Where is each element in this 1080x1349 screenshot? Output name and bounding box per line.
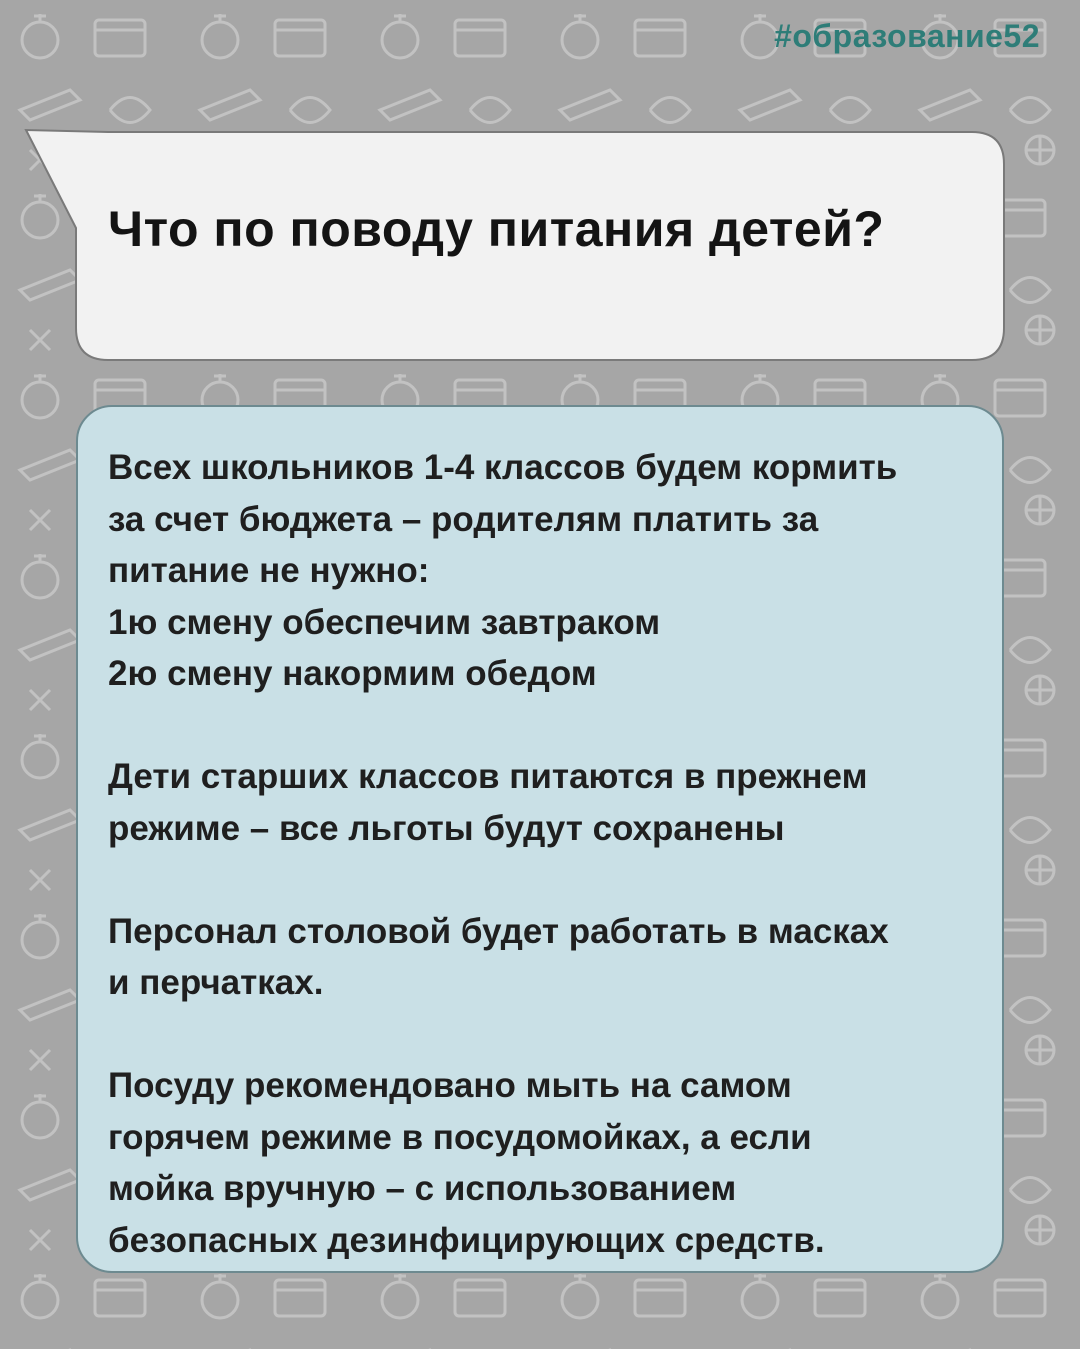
answer-line: горячем режиме в посудомойках, а если (108, 1117, 812, 1157)
answer-text (108, 442, 988, 1266)
answer-line: 2ю смену накормим обедом (108, 654, 597, 693)
hashtag-label: #образование52 (774, 18, 1040, 54)
answer-line: за счет бюджета – родителям платить за (108, 499, 819, 539)
answer-line: и перчатках. (108, 963, 324, 1002)
answer-line: Персонал столовой будет работать в масках (108, 911, 889, 951)
answer-line: мойка вручную – с использованием (108, 1169, 737, 1208)
answer-line: 1ю смену обеспечим завтраком (108, 602, 661, 642)
answer-line: Всех школьников 1-4 классов будем кормить (108, 448, 898, 487)
answer-line: режиме – все льготы будут сохранены (108, 808, 785, 848)
answer-paragraph-2 (108, 751, 988, 854)
answer-paragraph-4 (108, 1060, 988, 1266)
answer-paragraph-3 (108, 906, 988, 1009)
answer-paragraph-1 (108, 442, 988, 700)
answer-line: Посуду рекомендовано мыть на самом (108, 1066, 792, 1105)
answer-line: питание не нужно: (108, 551, 430, 590)
answer-line: Дети старших классов питаются в прежнем (108, 757, 868, 796)
answer-line: безопасных дезинфицирующих средств. (108, 1220, 825, 1260)
question-title: Что по поводу питания детей? (108, 201, 885, 257)
